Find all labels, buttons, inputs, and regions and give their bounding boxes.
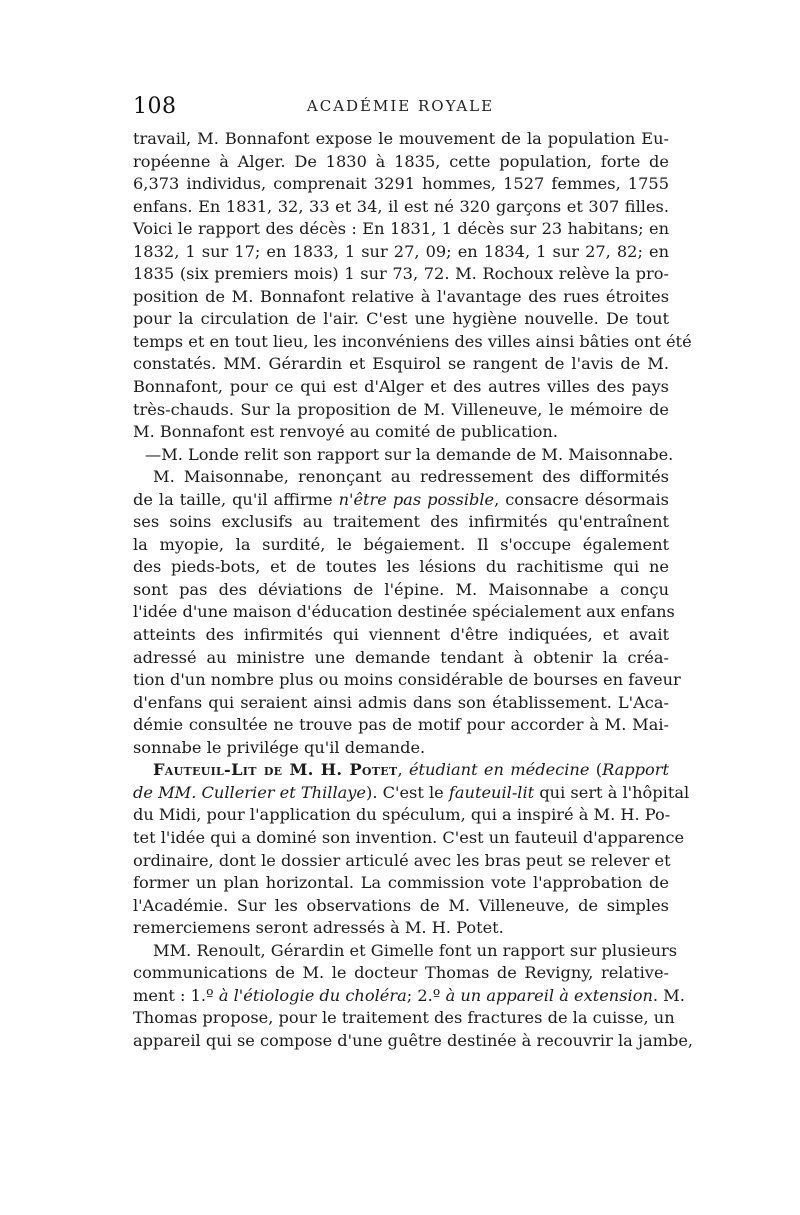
text-segment: M. Maisonnabe, renonçant au redressement des difformités: [153, 467, 669, 487]
text-segment: ). C'est le: [366, 782, 449, 802]
text-segment: très-chauds. Sur la proposition de M. Villeneuve, le mémoire de: [133, 399, 669, 419]
italic-text: à un appareil à extension: [445, 985, 653, 1005]
text-line: [133, 218, 669, 241]
text-segment: communications de M. le docteur Thomas de Revigny, relative-: [133, 963, 669, 983]
text-segment: ment : 1.º: [133, 985, 219, 1005]
text-segment: sont pas des déviations de l'épine. M. Maisonnabe a conçu: [133, 579, 669, 599]
text-segment: sonnabe le privilége qu'il demande.: [133, 737, 426, 757]
body-text: [133, 128, 694, 1052]
text-segment: Voici le rapport des décès : En 1831, 1 décès sur 23 habitans; en: [133, 219, 669, 239]
text-segment: . M.: [652, 985, 685, 1005]
text-line: [133, 985, 685, 1008]
text-line: [133, 917, 669, 940]
text-line: [133, 940, 678, 963]
text-line: [133, 804, 669, 827]
text-line: [133, 489, 669, 512]
text-line: [133, 128, 669, 151]
text-segment: adressé au ministre une demande tendant à obtenir la créa-: [133, 647, 669, 667]
text-line: [133, 1007, 675, 1030]
text-segment: appareil qui se compose d'une guêtre destinée à recouvrir la jambe,: [133, 1030, 694, 1050]
text-segment: Bonnafont, pour ce qui est d'Alger et des autres villes des pays: [133, 377, 669, 397]
text-segment: tet l'idée qui a dominé son invention. C'est un fauteuil d'apparence: [133, 827, 685, 847]
italic-text: Rapport: [602, 760, 670, 780]
running-head: ACADÉMIE ROYALE: [306, 97, 495, 115]
text-line: [133, 850, 669, 873]
text-segment: 1835 (six premiers mois) 1 sur 73, 72. M. Rochoux relève la pro-: [133, 264, 669, 284]
text-segment: l'idée d'une maison d'éducation destinée spécialement aux enfans: [133, 602, 675, 622]
text-segment: former un plan horizontal. La commission vote l'approbation de: [133, 873, 669, 893]
text-line: [133, 737, 669, 760]
text-segment: du Midi, pour l'application du spéculum, qui a inspiré à M. H. Po-: [133, 805, 671, 825]
text-segment: MM. Renoult, Gérardin et Gimelle font un rapport sur plusieurs: [153, 940, 678, 960]
text-segment: ,: [397, 760, 409, 780]
text-line: [133, 534, 669, 557]
text-line: [133, 286, 669, 309]
text-line: [133, 579, 669, 602]
text-segment: (: [589, 760, 603, 780]
text-line: [133, 263, 669, 286]
text-segment: remerciemens seront adressés à M. H. Potet.: [133, 918, 504, 938]
text-segment: la myopie, la surdité, le bégaiement. Il s'occupe également: [133, 534, 669, 554]
text-segment: ropéenne à Alger. De 1830 à 1835, cette population, forte de: [133, 151, 669, 171]
text-segment: travail, M. Bonnafont expose le mouvement de la population Eu-: [133, 129, 669, 148]
text-segment: 6,373 individus, comprenait 3291 hommes, 1527 femmes, 1755: [133, 174, 669, 194]
text-segment: constatés. MM. Gérardin et Esquirol se rangent de l'avis de M.: [133, 354, 669, 374]
text-segment: , consacre désormais: [494, 489, 669, 509]
text-line: [133, 669, 681, 692]
text-segment: enfans. En 1831, 32, 33 et 34, il est né 320 garçons et 307 filles.: [133, 196, 669, 216]
text-line: [133, 692, 669, 715]
text-line: [133, 647, 669, 670]
text-segment: ses soins exclusifs au traitement des infirmités qu'entraînent: [133, 512, 669, 532]
text-line: [133, 151, 669, 174]
italic-text: à l'étiologie du choléra: [218, 985, 407, 1005]
text-segment: démie consultée ne trouve pas de motif pour accorder à M. Mai-: [133, 715, 669, 735]
text-line: [133, 714, 669, 737]
text-line: [133, 421, 669, 444]
italic-text: n'être pas possible: [338, 489, 495, 509]
text-line: [133, 601, 675, 624]
text-line: [133, 895, 669, 918]
italic-text: de MM. Cullerier et Thillaye: [133, 782, 367, 802]
text-line: [133, 376, 669, 399]
text-segment: des pieds-bots, et de toutes les lésions du rachitisme qui ne: [133, 557, 669, 577]
text-line: [133, 331, 692, 354]
text-segment: 1832, 1 sur 17; en 1833, 1 sur 27, 09; en 1834, 1 sur 27, 82; en: [133, 241, 669, 261]
text-segment: ordinaire, dont le dossier articulé avec les bras peut se relever et: [133, 850, 671, 870]
text-line: [133, 353, 669, 376]
page-number: 108: [133, 94, 177, 119]
section-heading: Fauteuil-Lit de M. H. Potet: [153, 760, 398, 780]
text-line: [133, 399, 669, 422]
italic-text: étudiant en médecine: [408, 760, 590, 780]
text-line: [133, 466, 669, 489]
text-segment: —M. Londe relit son rapport sur la demande de M. Maisonnabe.: [145, 444, 674, 464]
text-line: [133, 782, 690, 805]
text-segment: ; 2.º: [406, 985, 446, 1005]
italic-text: fauteuil-lit: [448, 782, 535, 802]
text-line: [133, 308, 669, 331]
text-segment: position de M. Bonnafont relative à l'avantage des rues étroites: [133, 286, 669, 306]
text-line: [133, 962, 669, 985]
text-line: [133, 556, 669, 579]
text-segment: tion d'un nombre plus ou moins considérable de bourses en faveur: [133, 670, 681, 690]
text-line: [133, 241, 669, 264]
text-line: [133, 872, 669, 895]
text-segment: de la taille, qu'il affirme: [133, 489, 339, 509]
text-segment: M. Bonnafont est renvoyé au comité de publication.: [133, 422, 558, 442]
text-segment: Thomas propose, pour le traitement des fractures de la cuisse, un: [133, 1008, 675, 1028]
text-segment: temps et en tout lieu, les inconvéniens des villes ainsi bâties ont été: [133, 331, 692, 351]
text-segment: pour la circulation de l'air. C'est une hygiène nouvelle. De tout: [133, 309, 669, 329]
page-header: [133, 94, 668, 126]
text-line: [133, 759, 669, 782]
text-segment: l'Académie. Sur les observations de M. Villeneuve, de simples: [133, 895, 669, 915]
text-line: [133, 827, 685, 850]
text-segment: atteints des infirmités qui viennent d'être indiquées, et avait: [133, 625, 669, 645]
text-line: [133, 444, 674, 467]
text-line: [133, 624, 669, 647]
text-line: [133, 511, 669, 534]
text-line: [133, 173, 669, 196]
text-line: [133, 196, 669, 219]
text-line: [133, 1030, 694, 1053]
text-segment: qui sert à l'hôpital: [534, 782, 690, 802]
text-segment: d'enfans qui seraient ainsi admis dans son établissement. L'Aca-: [133, 692, 669, 712]
